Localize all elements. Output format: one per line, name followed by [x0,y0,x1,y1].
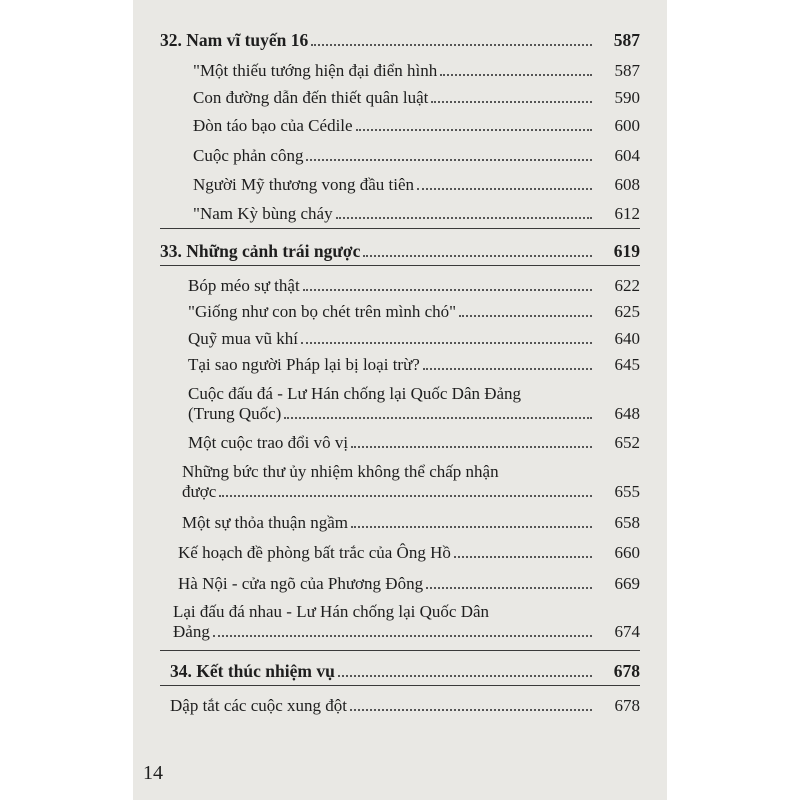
toc-entry[interactable] [188,355,640,375]
toc-title: Một cuộc trao đổi vô vị [188,433,349,452]
toc-entry[interactable] [188,433,640,453]
toc-page: 625 [614,302,640,321]
leader-dots [284,416,592,419]
toc-page: 660 [614,543,640,562]
toc-title: Người Mỹ thương vong đầu tiên [193,175,415,194]
leader-dots [459,314,592,317]
section-divider [160,228,640,229]
toc-entry[interactable] [188,276,640,296]
toc-title: được [182,482,217,501]
toc-chapter-32[interactable] [160,30,640,51]
leader-dots [431,100,592,103]
toc-entry[interactable] [188,302,640,322]
toc-title: Đảng [173,622,210,641]
toc-entry[interactable] [178,574,640,594]
toc-page: 669 [614,574,640,593]
leader-dots [213,634,592,637]
section-divider [160,265,640,266]
toc-entry[interactable] [193,116,640,136]
toc-chapter-34[interactable] [170,661,640,682]
toc-entry[interactable] [188,329,640,349]
toc-title-line1: Những bức thư ủy nhiệm không thể chấp nhận [182,462,499,481]
page-number: 14 [143,762,163,784]
section-divider [160,650,640,651]
toc-title: 32. Nam vĩ tuyến 16 [160,30,309,50]
toc-page: 590 [614,88,640,107]
toc-title: 34. Kết thúc nhiệm vụ [170,661,335,681]
toc-entry[interactable] [173,602,640,642]
toc-title-line1: Lại đấu đá nhau - Lư Hán chống lại Quốc Dân [173,602,490,621]
toc-title: Kế hoạch đề phòng bất trắc của Ông Hồ [178,543,451,562]
leader-dots [356,128,592,131]
toc-page: 587 [613,30,640,50]
leader-dots [351,525,592,528]
toc-page: 678 [614,696,640,715]
toc-title: Một sự thỏa thuận ngầm [182,513,348,532]
toc-title: Quỹ mua vũ khí [188,329,299,348]
leader-dots [336,216,592,219]
toc-entry[interactable] [193,88,640,108]
leader-dots [454,555,592,558]
leader-dots [363,254,592,257]
toc-page: 658 [614,513,640,532]
leader-dots [417,187,592,190]
toc-title: (Trung Quốc) [188,404,282,423]
toc-title: Tại sao người Pháp lại bị loại trừ? [188,355,420,374]
toc-title: "Nam Kỳ bùng cháy [193,204,333,223]
toc-page: 619 [613,241,640,261]
toc-page: 652 [614,433,640,452]
toc-page: 604 [614,146,640,165]
leader-dots [338,674,592,677]
toc-page: 622 [614,276,640,295]
toc-entry[interactable] [193,175,640,195]
toc-page: 655 [614,482,640,501]
leader-dots [219,494,592,497]
toc-page: 648 [614,404,640,423]
toc-title: Hà Nội - cửa ngõ của Phương Đông [178,574,424,593]
toc-page: 587 [614,61,640,80]
toc-entry[interactable] [182,462,640,502]
leader-dots [311,43,592,46]
toc-page: 612 [614,204,640,223]
toc-page: 640 [614,329,640,348]
leader-dots [440,73,592,76]
toc-page: 600 [614,116,640,135]
leader-dots [426,586,592,589]
toc-entry[interactable] [170,696,640,716]
toc-title: Cuộc phản công [193,146,304,165]
toc-title: 33. Những cảnh trái ngược [160,241,361,261]
leader-dots [306,158,592,161]
leader-dots [350,708,592,711]
toc-page: 608 [614,175,640,194]
toc-title-line1: Cuộc đấu đá - Lư Hán chống lại Quốc Dân Đảng [188,384,522,403]
toc-entry[interactable] [193,61,640,81]
toc-entry[interactable] [188,384,640,424]
toc-entry[interactable] [178,543,640,563]
toc-page: 645 [614,355,640,374]
toc-title: Con đường dẫn đến thiết quân luật [193,88,429,107]
toc-entry[interactable] [193,146,640,166]
toc-title: Dập tắt các cuộc xung đột [170,696,348,715]
toc-page: 674 [614,622,640,641]
leader-dots [423,367,592,370]
toc-chapter-33[interactable] [160,241,640,262]
section-divider [160,685,640,686]
toc-page: 678 [613,661,640,681]
toc-title: Đòn táo bạo của Cédile [193,116,353,135]
toc-entry[interactable] [182,513,640,533]
toc-title: "Giống như con bọ chét trên mình chó" [188,302,457,321]
leader-dots [301,341,592,344]
toc-title: Bóp méo sự thật [188,276,300,295]
toc-entry[interactable] [193,204,640,224]
toc-title: "Một thiếu tướng hiện đại điển hình [193,61,438,80]
leader-dots [351,445,592,448]
leader-dots [303,288,592,291]
